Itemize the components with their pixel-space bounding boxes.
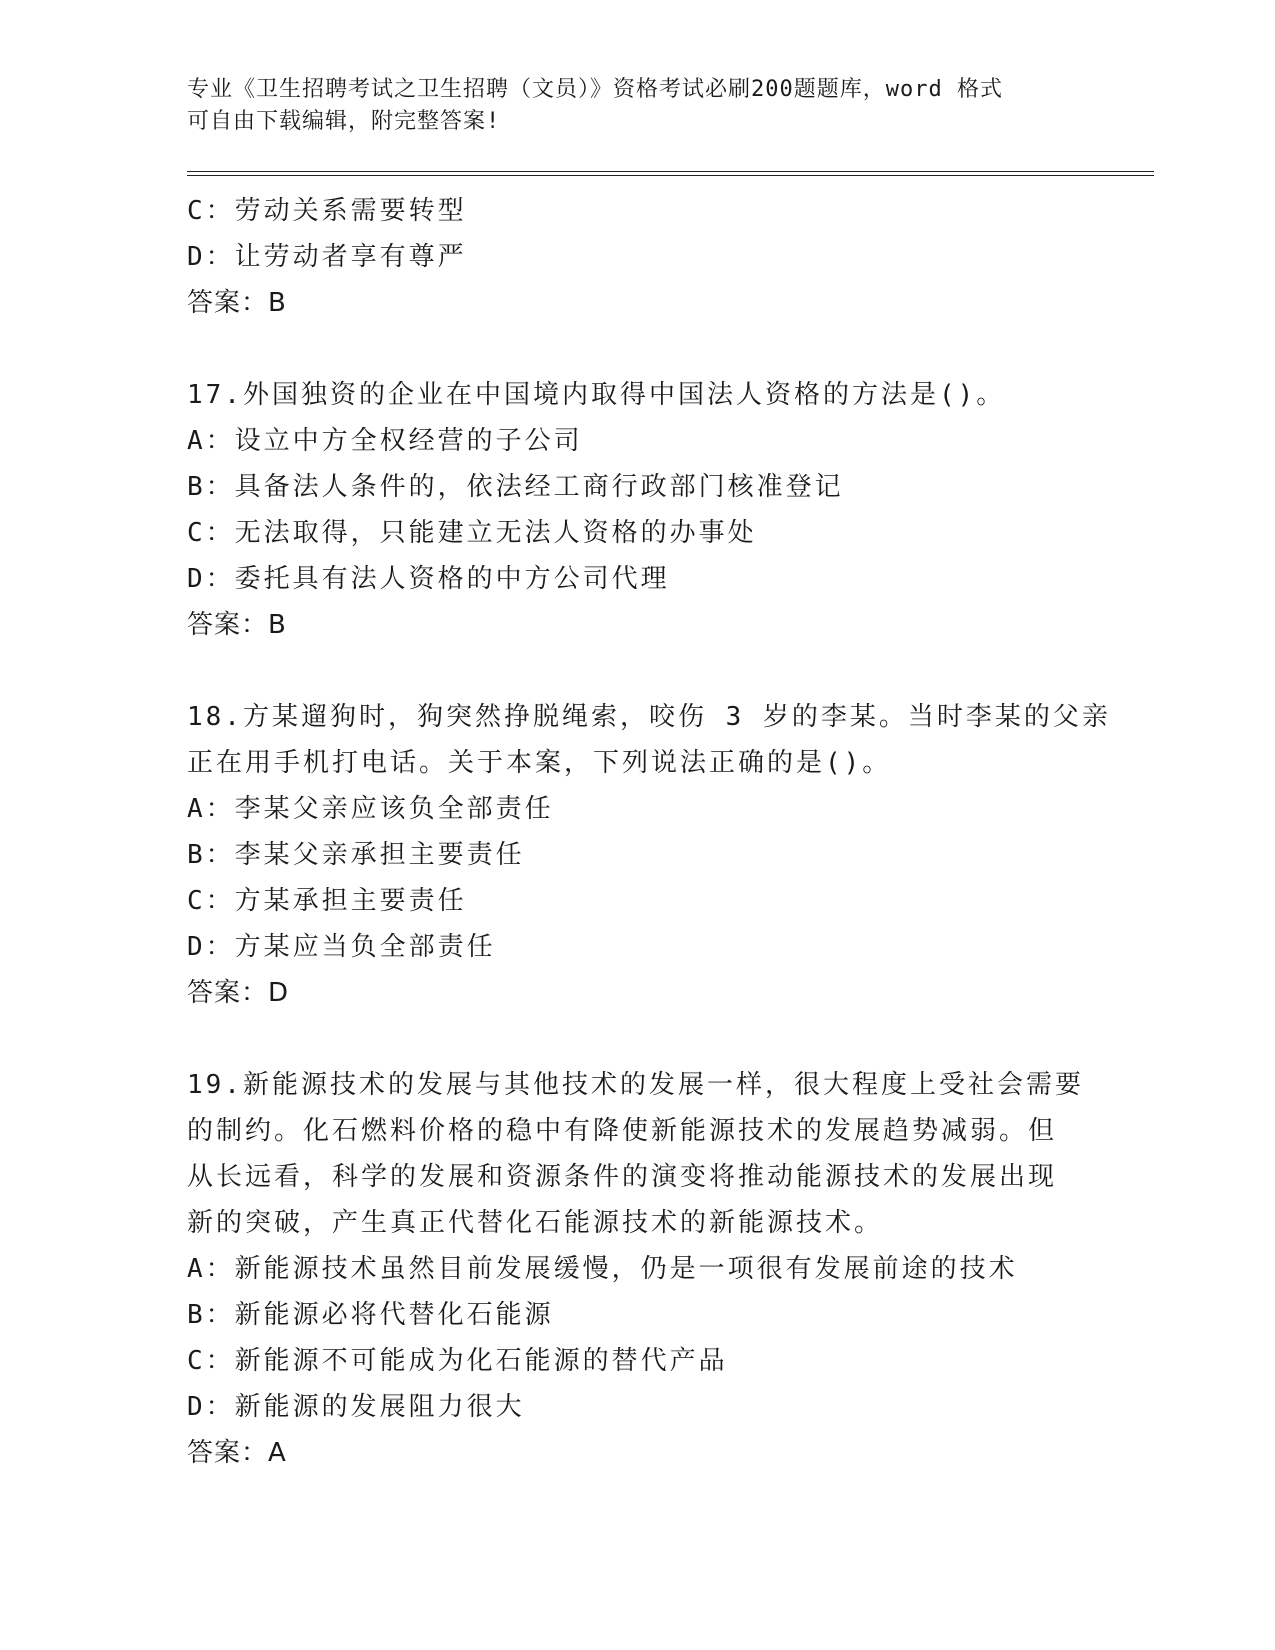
answer: 答案：A <box>187 1438 287 1468</box>
question-18 <box>187 694 1111 1016</box>
option-a: A：李某父亲应该负全部责任 <box>187 794 554 824</box>
question-stem: 正在用手机打电话。关于本案，下列说法正确的是()。 <box>187 748 892 778</box>
option-d: D：委托具有法人资格的中方公司代理 <box>187 564 670 594</box>
option-c: C：无法取得，只能建立无法人资格的办事处 <box>187 518 757 548</box>
question-list <box>187 188 1111 1476</box>
question-17 <box>187 372 1087 648</box>
question-stem: 17.外国独资的企业在中国境内取得中国法人资格的方法是()。 <box>187 380 1006 410</box>
option-b: B：具备法人条件的，依法经工商行政部门核准登记 <box>187 472 844 502</box>
header-line-1: 专业《卫生招聘考试之卫生招聘（文员）》资格考试必刷200题题库，word 格式 <box>187 77 1003 102</box>
option-b: B：新能源必将代替化石能源 <box>187 1300 554 1330</box>
answer: 答案：B <box>187 610 287 640</box>
answer: 答案：D <box>187 978 290 1008</box>
option-c: C：劳动关系需要转型 <box>187 196 467 226</box>
option-d: D：让劳动者享有尊严 <box>187 242 467 272</box>
document-header <box>187 74 1087 138</box>
answer: 答案：B <box>187 288 287 318</box>
option-c: C：新能源不可能成为化石能源的替代产品 <box>187 1346 728 1376</box>
header-divider-bottom <box>187 175 1154 176</box>
question-stem: 从长远看，科学的发展和资源条件的演变将推动能源技术的发展出现 <box>187 1162 1058 1192</box>
question-stem: 18.方某遛狗时，狗突然挣脱绳索，咬伤 3 岁的李某。当时李某的父亲 <box>187 702 1111 732</box>
question-19 <box>187 1062 1087 1476</box>
option-b: B：李某父亲承担主要责任 <box>187 840 525 870</box>
option-d: D：新能源的发展阻力很大 <box>187 1392 525 1422</box>
option-a: A：新能源技术虽然目前发展缓慢，仍是一项很有发展前途的技术 <box>187 1254 1018 1284</box>
option-c: C：方某承担主要责任 <box>187 886 467 916</box>
question-16-tail <box>187 188 1087 326</box>
option-a: A：设立中方全权经营的子公司 <box>187 426 583 456</box>
header-line-2: 可自由下载编辑，附完整答案! <box>187 109 501 134</box>
question-stem: 的制约。化石燃料价格的稳中有降使新能源技术的发展趋势减弱。但 <box>187 1116 1058 1146</box>
question-stem: 新的突破，产生真正代替化石能源技术的新能源技术。 <box>187 1208 884 1238</box>
question-stem: 19.新能源技术的发展与其他技术的发展一样，很大程度上受社会需要 <box>187 1070 1084 1100</box>
header-divider-top <box>187 171 1154 172</box>
option-d: D：方某应当负全部责任 <box>187 932 496 962</box>
